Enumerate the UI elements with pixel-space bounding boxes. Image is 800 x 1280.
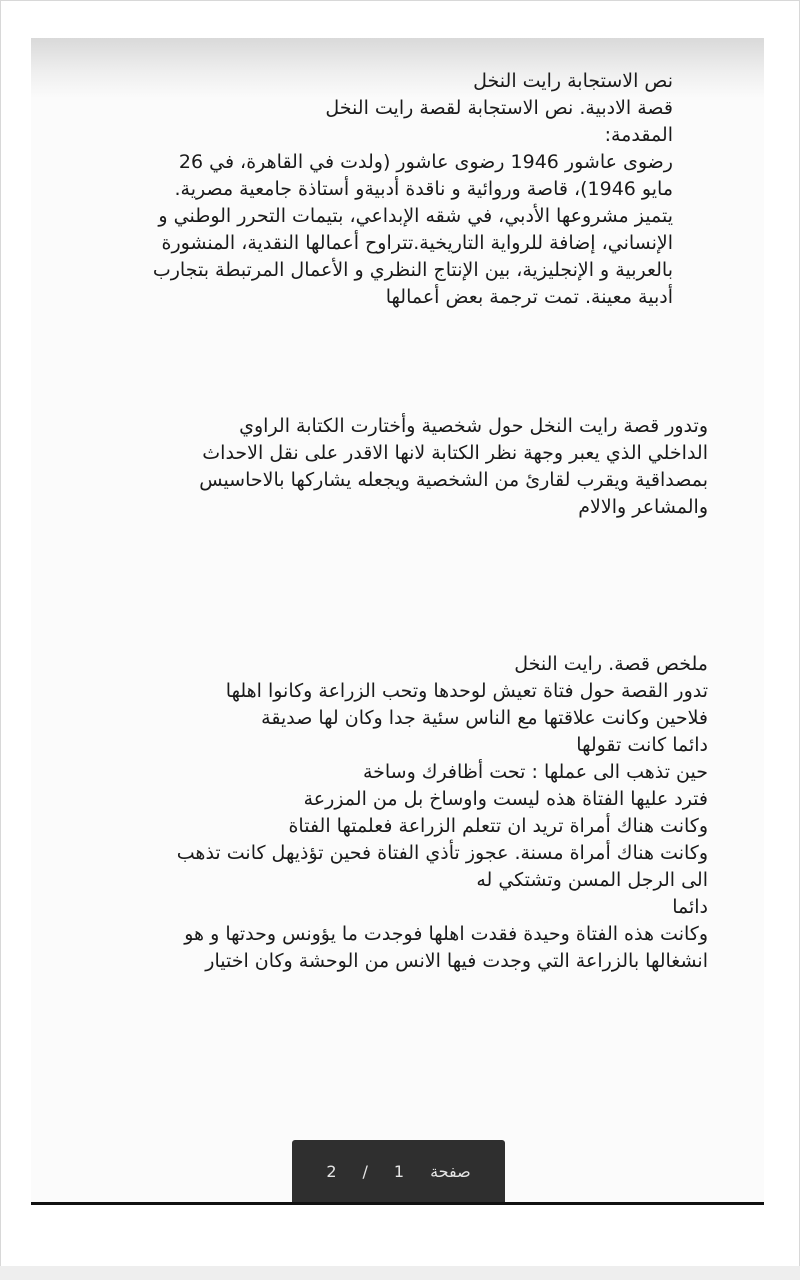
paragraph-line: وتدور قصة رايت النخل حول شخصية وأختارت الكتابة الراوي [239,415,708,437]
narrator-paragraph [58,413,708,521]
current-page-number: 1 [393,1161,405,1181]
paragraph-line: والمشاعر والالام [578,496,708,518]
summary-section [58,651,708,975]
intro-line: أدبية معينة. تمت ترجمة بعض أعمالها [385,286,673,308]
page-separator: / [362,1161,368,1181]
intro-section [23,68,673,311]
page-indicator[interactable] [292,1140,505,1202]
doc-subtitle-line: قصة الادبية. نص الاستجابة لقصة رايت النخل [325,97,673,119]
page-bottom-rule [31,1202,764,1205]
summary-line: فلاحين وكانت علاقتها مع الناس سئية جدا وكان لها صديقة [261,707,708,729]
page-label: صفحة [430,1161,471,1181]
intro-line: بالعربية و الإنجليزية، بين الإنتاج النظري و الأعمال المرتبطة بتجارب [152,259,673,281]
paragraph-line: بمصداقية ويقرب لقارئ من الشخصية ويجعله يشاركها بالاحاسيس [199,469,708,491]
summary-line: دائما [672,896,708,918]
summary-line: وكانت هناك أمراة تريد ان تتعلم الزراعة فعلمتها الفتاة [288,815,708,837]
bottom-system-bar [0,1266,800,1280]
summary-line: وكانت هناك أمراة مسنة. عجوز تأذي الفتاة فحين تؤذيهل كانت تذهب [176,842,708,864]
summary-line: دائما كانت تقولها [576,734,708,756]
summary-line: تدور القصة حول فتاة تعيش لوحدها وتحب الزراعة وكانوا اهلها [225,680,708,702]
total-pages-number: 2 [326,1161,337,1181]
paragraph-line: الداخلي الذي يعبر وجهة نظر الكتابة لانها الاقدر على نقل الاحداث [202,442,708,464]
intro-line: يتميز مشروعها الأدبي، في شقه الإبداعي، بتيمات التحرر الوطني و [158,205,673,227]
summary-line: الى الرجل المسن وتشتكي له [476,869,708,891]
summary-line: وكانت هذه الفتاة وحيدة فقدت اهلها فوجدت ما يؤونس وحدتها و هو [184,923,708,945]
summary-line: حين تذهب الى عملها : تحت أظافرك وساخة [362,761,708,783]
summary-heading: ملخص قصة. رايت النخل [514,653,708,675]
intro-line: الإنساني، إضافة للرواية التاريخية.تتراوح أعمالها النقدية، المنشورة [161,232,673,254]
summary-line: انشغالها بالزراعة التي وجدت فيها الانس من الوحشة وكان اختيار [205,950,708,972]
intro-line: رضوى عاشور 1946 رضوى عاشور (ولدت في القاهرة، في 26 [178,151,673,173]
summary-line: فترد عليها الفتاة هذه ليست واوساخ بل من المزرعة [303,788,708,810]
doc-title-line: نص الاستجابة رايت النخل [473,70,673,92]
intro-heading: المقدمة: [604,124,673,146]
intro-line: مايو 1946)، قاصة وروائية و ناقدة أدبيةو أستاذة جامعية مصرية. [174,178,673,200]
